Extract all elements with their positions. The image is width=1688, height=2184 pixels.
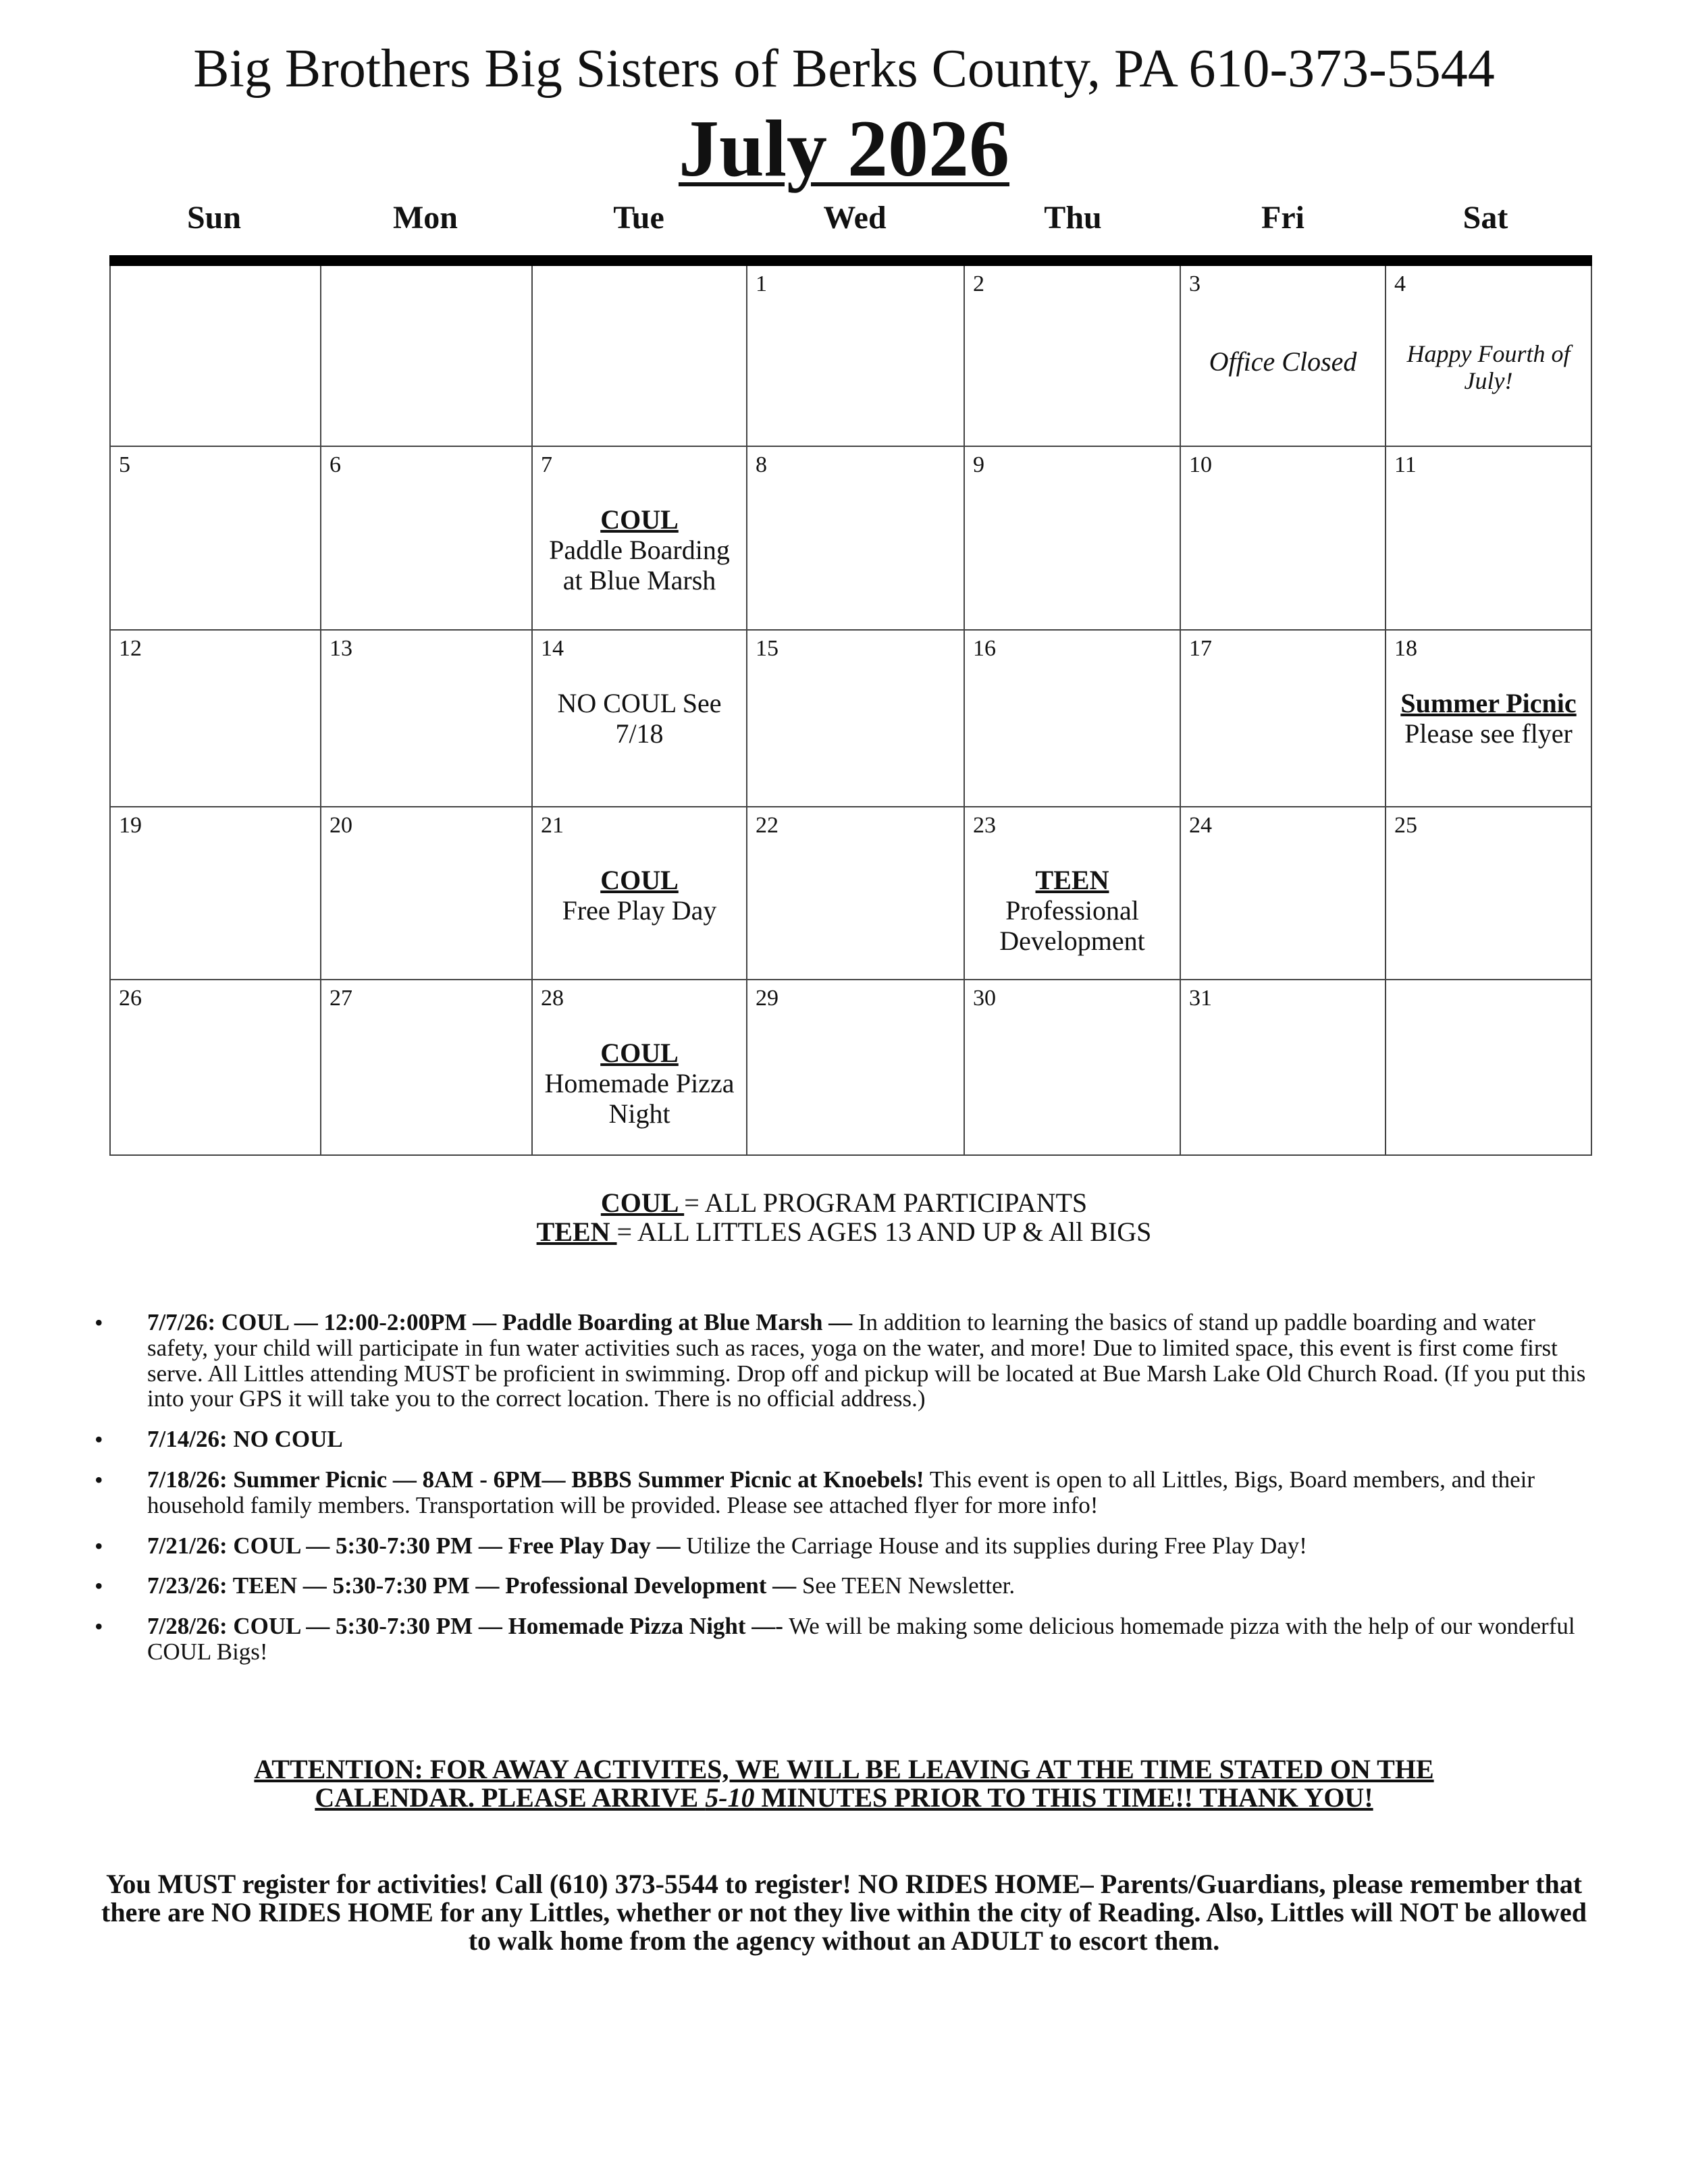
day-cell bbox=[109, 807, 321, 980]
legend-teen-key: TEEN bbox=[536, 1217, 617, 1248]
day-number: 14 bbox=[541, 636, 564, 661]
event-note bbox=[95, 1614, 1593, 1665]
legend-teen-text: = ALL LITTLES AGES 13 AND UP & All BIGS bbox=[616, 1217, 1152, 1248]
month-title bbox=[0, 103, 1688, 193]
day-cell bbox=[1386, 266, 1592, 447]
event-title: Summer Picnic bbox=[1400, 688, 1577, 718]
day-event bbox=[1392, 689, 1585, 749]
month-title-text: July 2026 bbox=[678, 103, 1010, 193]
legend-teen bbox=[0, 1217, 1688, 1246]
day-cell bbox=[533, 807, 747, 980]
event-note-body: In addition to learning the basics of stand up paddle boarding and water safety, your child will participate in fun water activities such as races, yoga on the water, and more! Due to limited space, this event is first come first serve. All Littles attending MUST be proficient in swimming. Drop off and pickup will be located at Bue Marsh Lake Old Church Road. (If you put this into your GPS it will take you to the correct location. There is no official address.) bbox=[147, 1309, 1586, 1412]
day-number: 28 bbox=[541, 986, 564, 1011]
day-cell bbox=[747, 447, 965, 631]
weekday-sun: Sun bbox=[186, 200, 242, 236]
day-cell bbox=[321, 807, 533, 980]
weekday-wed: Wed bbox=[823, 200, 887, 236]
event-note-body: We will be making some delicious homemade pizza with the help of our wonderful COUL Bigs! bbox=[147, 1613, 1575, 1665]
day-number: 17 bbox=[1189, 636, 1212, 661]
day-number: 3 bbox=[1189, 271, 1201, 296]
day-event bbox=[1186, 347, 1379, 377]
day-event bbox=[1392, 340, 1585, 395]
day-cell bbox=[1181, 266, 1386, 447]
day-cell bbox=[747, 631, 965, 807]
day-cell bbox=[1386, 447, 1592, 631]
event-title: COUL bbox=[600, 865, 679, 895]
event-note bbox=[95, 1467, 1593, 1518]
event-note-body: Utilize the Carriage House and its supplies during Free Play Day! bbox=[680, 1532, 1307, 1559]
day-number: 31 bbox=[1189, 986, 1212, 1011]
registration-notice: You MUST register for activities! Call (610) 373-5544 to register! NO RIDES HOME– Parents/Guardians, please remember that there are NO RIDES HOME for any Littles, whether or not they live within the city of Reading. Also, Littles will NOT be allowed to walk home from the agency without an ADULT to escort them. bbox=[101, 1869, 1587, 1956]
legend-coul-text: = ALL PROGRAM PARTICIPANTS bbox=[684, 1188, 1088, 1218]
day-number: 9 bbox=[973, 452, 984, 477]
day-number: 29 bbox=[756, 986, 779, 1011]
event-note-heading: 7/23/26: TEEN — 5:30-7:30 PM — Professional Development — bbox=[147, 1572, 797, 1599]
day-cell bbox=[965, 980, 1181, 1156]
day-event bbox=[538, 865, 741, 926]
day-cell bbox=[965, 266, 1181, 447]
day-cell bbox=[109, 631, 321, 807]
event-note bbox=[95, 1427, 1593, 1452]
day-number: 23 bbox=[973, 813, 996, 838]
event-title: COUL bbox=[600, 504, 679, 535]
event-description: Please see flyer bbox=[1404, 718, 1573, 749]
day-number: 22 bbox=[756, 813, 779, 838]
event-note-body: This event is open to all Littles, Bigs, Board members, and their household family members. Transportation will be provided. Please see attached flyer for more info! bbox=[147, 1466, 1535, 1518]
day-cell bbox=[965, 807, 1181, 980]
day-cell bbox=[965, 631, 1181, 807]
attention-line-2-end: MINUTES PRIOR TO THIS TIME!! THANK YOU! bbox=[754, 1782, 1373, 1813]
day-cell bbox=[965, 447, 1181, 631]
attention-arrival-window: 5-10 bbox=[705, 1782, 755, 1813]
day-cell bbox=[747, 266, 965, 447]
attention-notice bbox=[0, 1755, 1688, 1812]
day-number: 24 bbox=[1189, 813, 1212, 838]
day-number: 18 bbox=[1394, 636, 1417, 661]
day-cell bbox=[1181, 631, 1386, 807]
event-note-heading: 7/28/26: COUL — 5:30-7:30 PM — Homemade Pizza Night —- bbox=[147, 1613, 783, 1640]
day-number: 11 bbox=[1394, 452, 1417, 477]
day-number: 25 bbox=[1394, 813, 1417, 838]
event-description: Paddle Boarding at Blue Marsh bbox=[549, 534, 730, 595]
day-event bbox=[538, 1038, 741, 1129]
day-number: 19 bbox=[119, 813, 142, 838]
day-cell bbox=[321, 447, 533, 631]
event-description: Happy Fourth of July! bbox=[1406, 340, 1571, 395]
organization-title: Big Brothers Big Sisters of Berks County, PA 610-373-5544 bbox=[193, 39, 1495, 99]
day-number: 4 bbox=[1394, 271, 1406, 296]
event-note bbox=[95, 1533, 1593, 1559]
bullet-icon: • bbox=[95, 1532, 103, 1560]
event-description: Office Closed bbox=[1209, 346, 1357, 377]
weekday-mon: Mon bbox=[393, 200, 458, 236]
bullet-icon: • bbox=[95, 1426, 103, 1454]
day-event bbox=[538, 689, 741, 749]
day-number: 10 bbox=[1189, 452, 1212, 477]
event-notes-list bbox=[95, 1310, 1593, 1680]
event-description: Free Play Day bbox=[562, 895, 717, 926]
day-cell bbox=[321, 980, 533, 1156]
event-description: Professional Development bbox=[999, 895, 1145, 956]
legend bbox=[0, 1188, 1688, 1246]
event-description: Homemade Pizza Night bbox=[544, 1067, 735, 1129]
bullet-icon: • bbox=[95, 1309, 103, 1336]
bullet-icon: • bbox=[95, 1572, 103, 1600]
day-number: 7 bbox=[541, 452, 552, 477]
event-note bbox=[95, 1310, 1593, 1412]
day-number: 21 bbox=[541, 813, 564, 838]
event-title: TEEN bbox=[1035, 865, 1109, 895]
day-cell bbox=[321, 631, 533, 807]
day-event bbox=[538, 505, 741, 595]
day-number: 6 bbox=[329, 452, 341, 477]
day-event bbox=[970, 865, 1174, 956]
day-cell bbox=[109, 980, 321, 1156]
day-number: 30 bbox=[973, 986, 996, 1011]
day-number: 26 bbox=[119, 986, 142, 1011]
calendar-top-rule bbox=[109, 255, 1592, 266]
day-cell bbox=[109, 447, 321, 631]
event-note-heading: 7/14/26: NO COUL bbox=[147, 1426, 343, 1453]
bullet-icon: • bbox=[95, 1613, 103, 1641]
day-number: 8 bbox=[756, 452, 767, 477]
day-cell bbox=[321, 266, 533, 447]
day-cell bbox=[1386, 980, 1592, 1156]
day-cell bbox=[533, 447, 747, 631]
day-number: 20 bbox=[329, 813, 352, 838]
day-cell bbox=[533, 631, 747, 807]
day-cell bbox=[109, 266, 321, 447]
event-title: COUL bbox=[600, 1038, 679, 1068]
event-note-heading: 7/7/26: COUL — 12:00-2:00PM — Paddle Boarding at Blue Marsh — bbox=[147, 1309, 853, 1335]
legend-coul-key: COUL bbox=[600, 1188, 685, 1218]
day-cell bbox=[747, 980, 965, 1156]
day-cell bbox=[1181, 447, 1386, 631]
weekday-thu: Thu bbox=[1044, 200, 1102, 236]
attention-line-2-start: CALENDAR. PLEASE ARRIVE bbox=[315, 1782, 706, 1813]
calendar-grid bbox=[109, 266, 1592, 1156]
day-cell bbox=[1386, 807, 1592, 980]
event-note-heading: 7/21/26: COUL — 5:30-7:30 PM — Free Play Day — bbox=[147, 1532, 681, 1559]
day-number: 1 bbox=[756, 271, 767, 296]
event-note-body: See TEEN Newsletter. bbox=[796, 1572, 1016, 1599]
legend-coul bbox=[0, 1188, 1688, 1217]
day-number: 27 bbox=[329, 986, 352, 1011]
event-description: NO COUL See 7/18 bbox=[557, 688, 722, 749]
weekday-tue: Tue bbox=[613, 200, 664, 236]
day-number: 5 bbox=[119, 452, 130, 477]
weekday-header-row bbox=[111, 199, 1591, 246]
day-cell bbox=[533, 980, 747, 1156]
day-number: 15 bbox=[756, 636, 779, 661]
day-cell bbox=[533, 266, 747, 447]
day-cell bbox=[1386, 631, 1592, 807]
attention-line-1: ATTENTION: FOR AWAY ACTIVITES, WE WILL BE LEAVING AT THE TIME STATED ON THE bbox=[254, 1754, 1434, 1784]
event-note-heading: 7/18/26: Summer Picnic — 8AM - 6PM— BBBS Summer Picnic at Knoebels! bbox=[147, 1466, 924, 1493]
bullet-icon: • bbox=[95, 1466, 103, 1493]
day-number: 13 bbox=[329, 636, 352, 661]
day-number: 12 bbox=[119, 636, 142, 661]
day-number: 16 bbox=[973, 636, 996, 661]
event-note bbox=[95, 1573, 1593, 1599]
attention-line-2 bbox=[0, 1784, 1688, 1812]
weekday-sat: Sat bbox=[1462, 200, 1508, 236]
day-cell bbox=[1181, 807, 1386, 980]
day-number: 2 bbox=[973, 271, 984, 296]
weekday-fri: Fri bbox=[1261, 200, 1304, 236]
day-cell bbox=[1181, 980, 1386, 1156]
day-cell bbox=[747, 807, 965, 980]
